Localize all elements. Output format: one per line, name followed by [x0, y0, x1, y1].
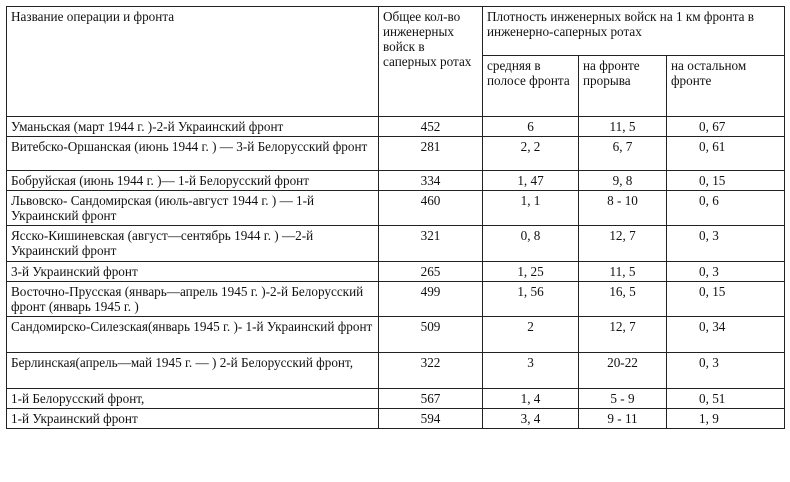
header-avg: средняя в полосе фронта — [483, 56, 579, 117]
cell-avg: 6 — [483, 117, 579, 137]
cell-rest: 0, 3 — [667, 262, 785, 282]
cell-breakthrough: 8 - 10 — [579, 191, 667, 226]
cell-avg: 3, 4 — [483, 409, 579, 429]
table-row — [7, 226, 785, 262]
cell-rest: 1, 9 — [667, 409, 785, 429]
cell-total: 334 — [379, 171, 483, 191]
cell-breakthrough: 20-22 — [579, 353, 667, 389]
header-operation: Название операции и фронта — [7, 7, 379, 117]
table-row — [7, 171, 785, 191]
cell-breakthrough: 16, 5 — [579, 282, 667, 317]
cell-operation: Ясско-Кишиневская (август—сентябрь 1944 г. ) —2-й Украинский фронт — [7, 226, 379, 262]
cell-breakthrough: 6, 7 — [579, 137, 667, 171]
cell-total: 460 — [379, 191, 483, 226]
table-row — [7, 137, 785, 171]
cell-total: 567 — [379, 389, 483, 409]
cell-breakthrough: 9, 8 — [579, 171, 667, 191]
cell-rest: 0, 61 — [667, 137, 785, 171]
table-row — [7, 317, 785, 353]
cell-avg: 1, 47 — [483, 171, 579, 191]
cell-rest: 0, 6 — [667, 191, 785, 226]
cell-operation: 1-й Украинский фронт — [7, 409, 379, 429]
cell-operation: Витебско-Оршанская (июнь 1944 г. ) — 3-й Белорусский фронт — [7, 137, 379, 171]
cell-avg: 3 — [483, 353, 579, 389]
header-rest: на остальном фронте — [667, 56, 785, 117]
cell-total: 594 — [379, 409, 483, 429]
cell-operation: 3-й Украинский фронт — [7, 262, 379, 282]
cell-total: 321 — [379, 226, 483, 262]
cell-rest: 0, 15 — [667, 171, 785, 191]
cell-breakthrough: 9 - 11 — [579, 409, 667, 429]
cell-avg: 0, 8 — [483, 226, 579, 262]
header-density: Плотность инженерных войск на 1 км фронта в инженерно-саперных ротах — [483, 7, 785, 56]
cell-operation: Уманьская (март 1944 г. )-2-й Украинский фронт — [7, 117, 379, 137]
engineering-troops-table — [6, 6, 785, 429]
cell-rest: 0, 3 — [667, 353, 785, 389]
cell-total: 281 — [379, 137, 483, 171]
header-breakthrough: на фронте прорыва — [579, 56, 667, 117]
cell-avg: 1, 25 — [483, 262, 579, 282]
cell-avg: 1, 4 — [483, 389, 579, 409]
cell-rest: 0, 3 — [667, 226, 785, 262]
cell-operation: Восточно-Прусская (январь—апрель 1945 г. )-2-й Белорусский фронт (январь 1945 г. ) — [7, 282, 379, 317]
table-row — [7, 117, 785, 137]
cell-operation: 1-й Белорусский фронт, — [7, 389, 379, 409]
cell-breakthrough: 12, 7 — [579, 317, 667, 353]
table-row — [7, 262, 785, 282]
table-row — [7, 409, 785, 429]
cell-breakthrough: 11, 5 — [579, 117, 667, 137]
cell-avg: 2 — [483, 317, 579, 353]
table-row — [7, 389, 785, 409]
cell-avg: 1, 56 — [483, 282, 579, 317]
cell-total: 509 — [379, 317, 483, 353]
cell-operation: Берлинская(апрель—май 1945 г. — ) 2-й Белорусский фронт, — [7, 353, 379, 389]
cell-breakthrough: 12, 7 — [579, 226, 667, 262]
table-row — [7, 282, 785, 317]
table-row — [7, 191, 785, 226]
cell-total: 452 — [379, 117, 483, 137]
cell-operation: Бобруйская (июнь 1944 г. )— 1-й Белорусский фронт — [7, 171, 379, 191]
cell-avg: 1, 1 — [483, 191, 579, 226]
cell-operation: Сандомирско-Силезская(январь 1945 г. )- 1-й Украинский фронт — [7, 317, 379, 353]
cell-total: 265 — [379, 262, 483, 282]
cell-operation: Львовско- Сандомирская (июль-август 1944 г. ) — 1-й Украинский фронт — [7, 191, 379, 226]
cell-breakthrough: 5 - 9 — [579, 389, 667, 409]
cell-breakthrough: 11, 5 — [579, 262, 667, 282]
cell-total: 322 — [379, 353, 483, 389]
cell-avg: 2, 2 — [483, 137, 579, 171]
cell-rest: 0, 51 — [667, 389, 785, 409]
table-row — [7, 353, 785, 389]
cell-rest: 0, 15 — [667, 282, 785, 317]
cell-rest: 0, 67 — [667, 117, 785, 137]
cell-rest: 0, 34 — [667, 317, 785, 353]
header-total: Общее кол-во инженерных войск в саперных ротах — [379, 7, 483, 117]
cell-total: 499 — [379, 282, 483, 317]
